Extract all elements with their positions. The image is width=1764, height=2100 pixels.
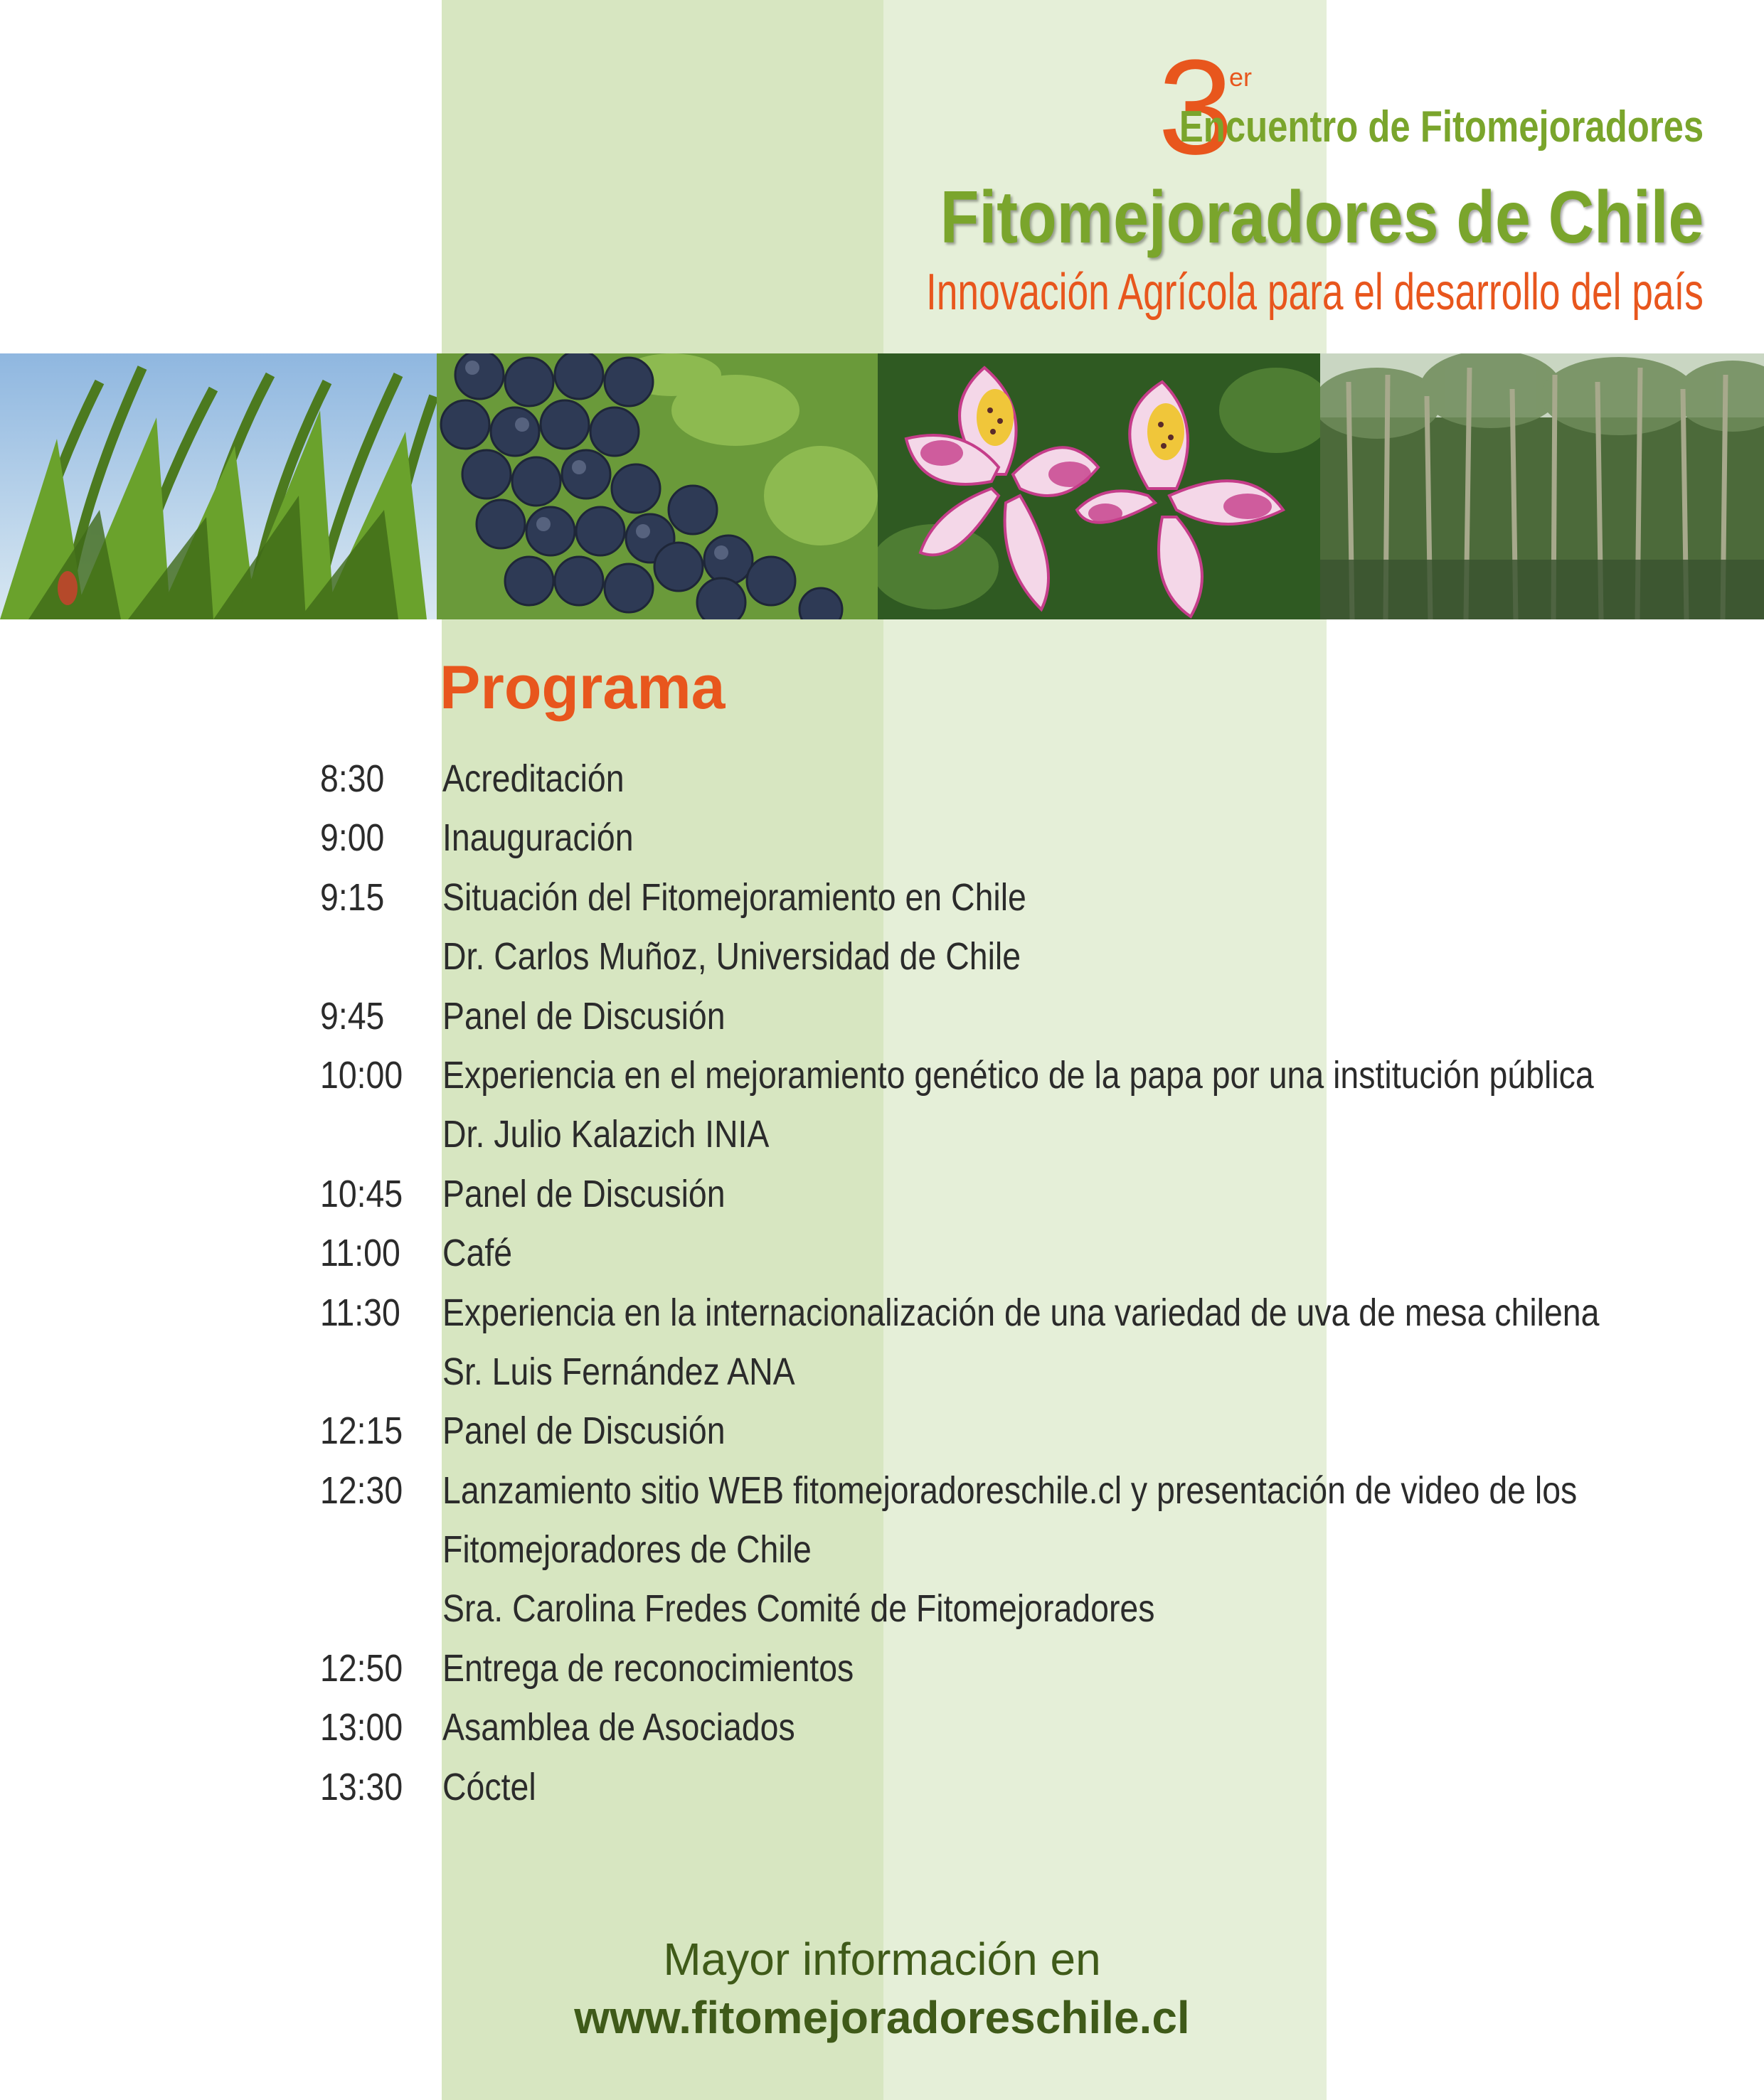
edition-suffix: er	[1229, 63, 1253, 92]
schedule-description: Cóctel	[442, 1765, 536, 1808]
event-name: Encuentro de Fitomejoradores	[1179, 102, 1704, 151]
footer-url-link[interactable]: www.fitomejoradoreschile.cl	[574, 1992, 1190, 2043]
schedule-description: Experiencia en el mejoramiento genético de la papa por una institución pública	[442, 1053, 1594, 1097]
schedule-row	[320, 816, 1672, 875]
corn-field-photo	[0, 353, 437, 619]
grapes-photo	[437, 353, 878, 619]
forest-photo	[1320, 353, 1764, 619]
schedule-row	[320, 1350, 1672, 1409]
page-title: Fitomejoradores de Chile	[940, 176, 1704, 259]
schedule-description: Asamblea de Asociados	[442, 1706, 795, 1749]
schedule-time: 13:00	[320, 1706, 403, 1749]
schedule-description: Acreditación	[442, 757, 625, 800]
schedule-description: Sr. Luis Fernández ANA	[442, 1350, 795, 1393]
program-schedule	[320, 757, 1672, 1824]
schedule-description: Experiencia en la internacionalización de una variedad de uva de mesa chilena	[442, 1291, 1600, 1334]
schedule-description: Dr. Julio Kalazich INIA	[442, 1113, 770, 1156]
schedule-time: 10:00	[320, 1053, 403, 1097]
schedule-row	[320, 1469, 1672, 1528]
schedule-row	[320, 1528, 1672, 1587]
photo-strip	[0, 353, 1764, 619]
schedule-description: Sra. Carolina Fredes Comité de Fitomejoradores	[442, 1587, 1155, 1631]
schedule-time: 11:00	[320, 1232, 400, 1275]
schedule-row	[320, 934, 1672, 993]
footer-info-text: Mayor información en	[663, 1934, 1101, 1985]
schedule-row	[320, 1409, 1672, 1468]
schedule-row	[320, 1705, 1672, 1764]
schedule-description: Fitomejoradores de Chile	[442, 1528, 812, 1572]
schedule-description: Entrega de reconocimientos	[442, 1646, 854, 1690]
schedule-row	[320, 875, 1672, 934]
schedule-time: 12:50	[320, 1646, 403, 1690]
schedule-time: 13:30	[320, 1765, 403, 1808]
schedule-row	[320, 757, 1672, 816]
page-subtitle: Innovación Agrícola para el desarrollo del país	[926, 264, 1704, 321]
schedule-description: Café	[442, 1232, 513, 1275]
schedule-row	[320, 1291, 1672, 1350]
schedule-row	[320, 1231, 1672, 1290]
schedule-time: 9:45	[320, 994, 385, 1038]
schedule-description: Dr. Carlos Muñoz, Universidad de Chile	[442, 935, 1021, 979]
schedule-row	[320, 1053, 1672, 1112]
schedule-row	[320, 1587, 1672, 1646]
schedule-description: Situación del Fitomejoramiento en Chile	[442, 875, 1026, 919]
schedule-row	[320, 1172, 1672, 1231]
schedule-description: Inauguración	[442, 816, 634, 860]
program-heading: Programa	[440, 654, 726, 722]
schedule-description: Lanzamiento sitio WEB fitomejoradoreschile.cl y presentación de video de los	[442, 1469, 1578, 1512]
schedule-row	[320, 1646, 1672, 1705]
schedule-time: 10:45	[320, 1172, 403, 1215]
schedule-row	[320, 1112, 1672, 1171]
schedule-description: Panel de Discusión	[442, 1172, 726, 1215]
schedule-row	[320, 1765, 1672, 1824]
flower-photo	[878, 353, 1320, 619]
schedule-time: 9:15	[320, 875, 385, 919]
schedule-description: Panel de Discusión	[442, 994, 726, 1038]
schedule-time: 11:30	[320, 1291, 400, 1334]
schedule-time: 8:30	[320, 757, 385, 800]
schedule-row	[320, 994, 1672, 1053]
schedule-time: 12:30	[320, 1469, 403, 1512]
edition-number: 3	[1158, 32, 1233, 183]
schedule-description: Panel de Discusión	[442, 1409, 726, 1453]
schedule-time: 12:15	[320, 1409, 403, 1453]
schedule-time: 9:00	[320, 816, 385, 860]
